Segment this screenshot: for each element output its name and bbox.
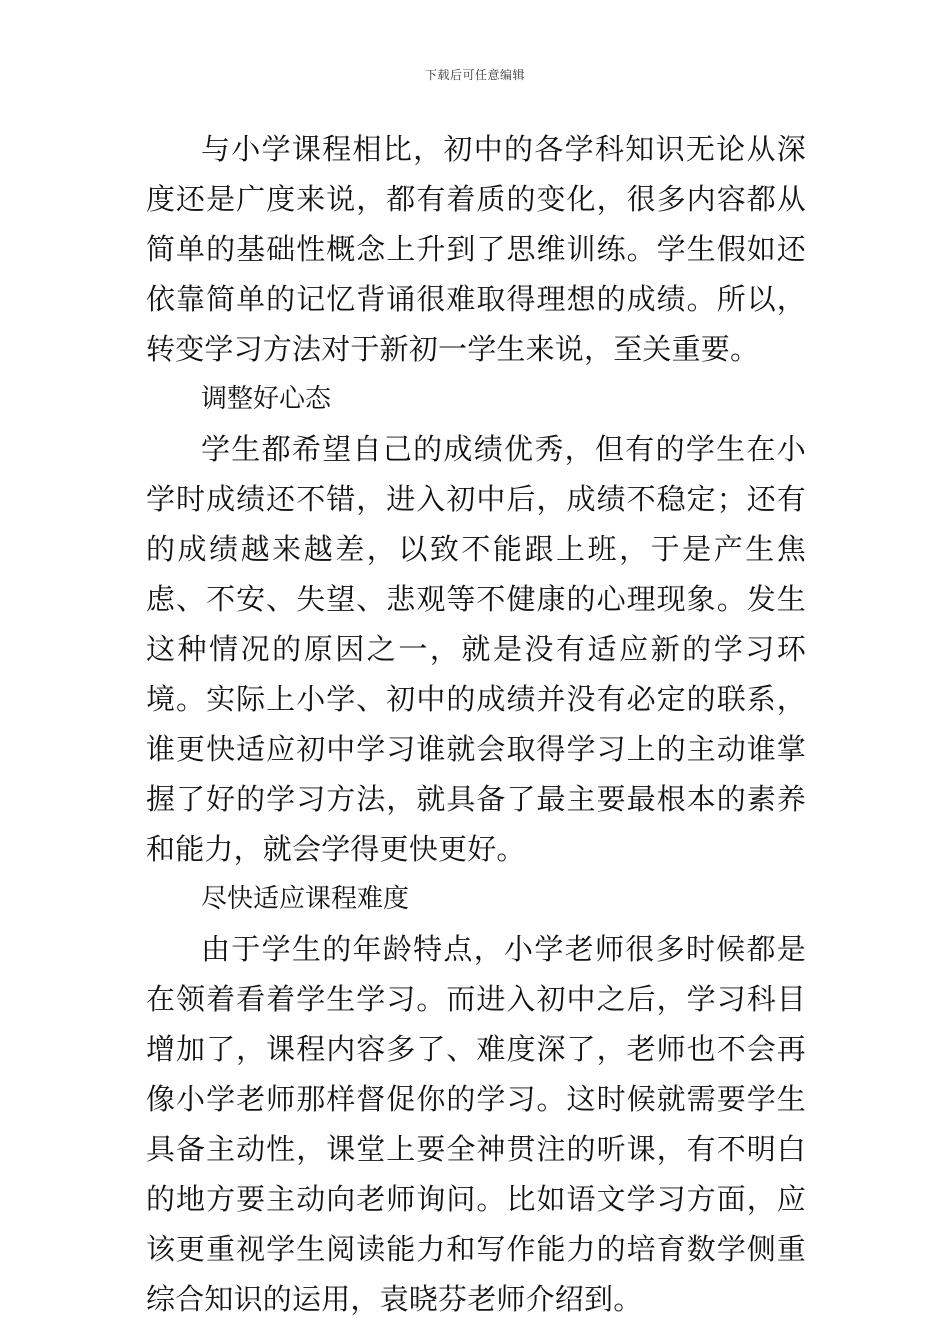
paragraph-mindset: 学生都希望自己的成绩优秀，但有的学生在小学时成绩还不错，进入初中后，成绩不稳定；还有的成绩越来越差，以致不能跟上班，于是产生焦虑、不安、失望、悲观等不健康的心理现象。发生这种情况的原因之一，就是没有适应新的学习环境。实际上小学、初中的成绩并没有必定的联系，谁更快适应初中学习谁就会取得学习上的主动谁掌握了好的学习方法，就具备了最主要最根本的素养和能力，就会学得更快更好。 [146,432,806,866]
page-header: 下载后可任意编辑 [424,68,525,82]
paragraph-intro: 与小学课程相比，初中的各学科知识无论从深度还是广度来说，都有着质的变化，很多内容都从简单的基础性概念上升到了思维训练。学生假如还依靠简单的记忆背诵很难取得理想的成绩。所以，转变学习方法对于新初一学生来说，至关重要。 [146,132,806,366]
section-heading-difficulty: 尽快适应课程难度 [201,884,410,914]
paragraph-difficulty: 由于学生的年龄特点，小学老师很多时候都是在领着看着学生学习。而进入初中之后，学习科目增加了，课程内容多了、难度深了，老师也不会再像小学老师那样督促你的学习。这时候就需要学生具备主动性，课堂上要全神贯注的听课，有不明白的地方要主动向老师询问。比如语文学习方面，应该更重视学生阅读能力和写作能力的培育数学侧重综合知识的运用，袁晓芬老师介绍到。 [146,932,806,1316]
section-heading-mindset: 调整好心态 [201,384,332,414]
document-body [146,124,806,1324]
